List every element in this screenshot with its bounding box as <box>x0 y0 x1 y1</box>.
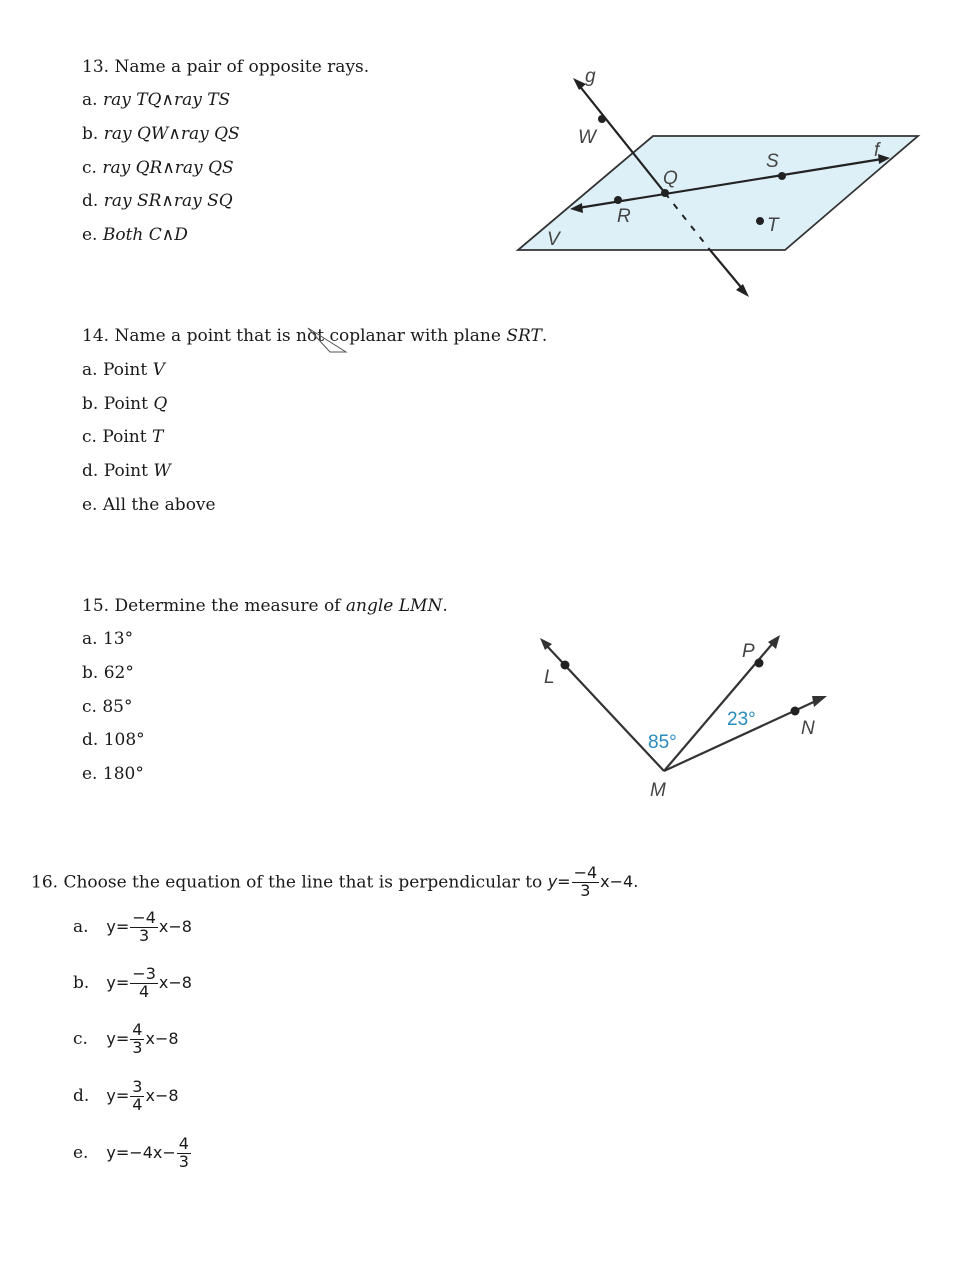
stem-angle-name: angle LMN <box>345 596 443 616</box>
q16-option-b <box>73 966 192 1001</box>
eq-denominator: 3 <box>580 880 591 900</box>
eq-fraction <box>130 910 158 945</box>
arrowhead-n <box>812 696 827 707</box>
option-letter: e. <box>73 1143 89 1164</box>
option-letter: c. <box>82 158 97 178</box>
eq-numerator: −4 <box>132 908 156 927</box>
given-equation <box>547 863 639 900</box>
line-g-lower <box>710 250 745 292</box>
eq-rhs: x−8 <box>158 972 192 992</box>
eq-fraction <box>130 1079 144 1114</box>
option-text: Both C∧D <box>102 225 188 245</box>
option-text: Point <box>102 360 153 380</box>
q13-stem: 13. Name a pair of opposite rays. <box>82 57 370 77</box>
label-n: N <box>801 718 815 739</box>
q16-stem <box>31 865 638 900</box>
q13-option-d <box>82 191 233 211</box>
eq-lhs: y= <box>106 916 130 936</box>
q15-option-b <box>82 663 134 683</box>
stem-prefix: 15. Determine the measure of <box>82 596 346 616</box>
option-equation <box>106 1134 192 1171</box>
eq-fraction <box>572 865 600 900</box>
point-p <box>755 659 764 668</box>
eq-denominator: 4 <box>138 981 150 1001</box>
option-text: All the above <box>102 495 216 515</box>
option-letter: a. <box>82 629 98 649</box>
eq-rhs: x−8 <box>145 1028 179 1048</box>
option-equation <box>106 964 192 1001</box>
option-text: 85° <box>102 697 133 717</box>
label-f: f <box>874 140 880 161</box>
cursor-pen-mark <box>306 325 350 355</box>
label-s: S <box>766 151 779 172</box>
option-letter: b. <box>82 394 99 414</box>
option-text: ray TQ∧ray TS <box>102 90 231 110</box>
stem-text: 16. Choose the equation of the line that is perpendicular to <box>31 872 543 893</box>
eq-numerator: 4 <box>132 1020 143 1039</box>
option-letter: a. <box>73 917 89 938</box>
option-text: ray QR∧ray QS <box>102 158 234 178</box>
option-letter: e. <box>82 225 98 245</box>
plane-srt <box>518 136 918 250</box>
q13-option-a <box>82 90 230 110</box>
stem-suffix: . <box>541 326 548 346</box>
eq-lhs: y= <box>106 1028 130 1048</box>
eq-denominator: 3 <box>132 1037 143 1057</box>
label-w: W <box>578 127 596 148</box>
option-text: 62° <box>103 663 134 683</box>
q14-option-e <box>82 495 216 515</box>
eq-numerator: 3 <box>132 1077 143 1096</box>
option-text: Point <box>102 427 152 447</box>
option-text: 108° <box>103 730 145 750</box>
point-n <box>791 707 800 716</box>
label-v: V <box>547 229 560 250</box>
q15-angle-figure <box>530 625 850 810</box>
option-text: 13° <box>102 629 134 649</box>
q14-option-b <box>82 394 167 414</box>
option-text: ray SR∧ray SQ <box>103 191 233 211</box>
option-letter: e. <box>82 495 98 515</box>
q15-option-e <box>82 764 144 784</box>
angle-pmn-measure: 23° <box>727 709 756 730</box>
q15-option-a <box>82 629 133 649</box>
eq-rhs: x−8 <box>158 916 192 936</box>
eq-lhs: y= <box>106 1085 130 1105</box>
point-s <box>778 172 786 180</box>
option-text: Point <box>103 461 154 481</box>
eq-denominator: 4 <box>132 1094 143 1114</box>
label-g: g <box>585 66 596 87</box>
eq-denominator: 3 <box>178 1151 189 1171</box>
option-letter: c. <box>82 427 97 447</box>
option-letter: c. <box>82 697 97 717</box>
label-p: P <box>742 641 755 662</box>
eq-lhs: y=−4x− <box>106 1142 176 1162</box>
point-t <box>756 217 764 225</box>
option-letter: a. <box>82 360 98 380</box>
option-text: Point <box>103 394 154 414</box>
option-letter: e. <box>82 764 98 784</box>
option-letter: b. <box>82 663 99 683</box>
q13-option-b <box>82 124 240 144</box>
point-r <box>614 196 622 204</box>
eq-fraction <box>130 966 158 1001</box>
q13-option-c <box>82 158 234 178</box>
stem-prefix: 14. Name a point that is not coplanar with plane <box>82 326 507 346</box>
q13-plane-figure <box>510 60 930 310</box>
option-var: W <box>153 461 171 481</box>
option-letter: d. <box>82 730 99 750</box>
eq-fraction <box>177 1136 191 1171</box>
label-l: L <box>544 667 555 688</box>
option-letter: d. <box>82 461 99 481</box>
option-letter: d. <box>82 191 99 211</box>
stem-plane-name: SRT <box>506 326 542 346</box>
stem-suffix: . <box>442 596 448 616</box>
option-equation <box>106 1020 179 1057</box>
q14-option-a <box>82 360 165 380</box>
eq-denominator: 3 <box>138 925 150 945</box>
eq-rhs: x−4. <box>600 871 639 891</box>
point-w <box>598 115 606 123</box>
option-letter: b. <box>82 124 99 144</box>
option-var: V <box>152 360 165 380</box>
q14-option-c <box>82 427 163 447</box>
point-l <box>561 661 570 670</box>
label-t: T <box>767 215 779 236</box>
q16-option-c <box>73 1022 179 1057</box>
label-r: R <box>617 206 631 227</box>
arrowhead-g-down <box>736 284 749 297</box>
angle-lmp-measure: 85° <box>648 732 677 753</box>
option-var: T <box>151 427 164 447</box>
option-letter: c. <box>73 1029 88 1050</box>
eq-numerator: −3 <box>132 964 156 983</box>
label-m: M <box>650 780 666 801</box>
eq-numerator: 4 <box>178 1134 189 1153</box>
q14-option-d <box>82 461 171 481</box>
q15-option-c <box>82 697 132 717</box>
eq-fraction <box>130 1022 144 1057</box>
option-equation <box>106 1077 179 1114</box>
point-q <box>661 189 669 197</box>
q16-option-e <box>73 1136 192 1171</box>
q16-option-a <box>73 910 192 945</box>
eq-lhs: y= <box>547 871 571 891</box>
option-letter: b. <box>73 973 90 994</box>
option-letter: d. <box>73 1086 90 1107</box>
q15-stem <box>82 596 448 616</box>
eq-numerator: −4 <box>573 863 598 882</box>
option-var: Q <box>153 394 168 414</box>
option-text: 180° <box>102 764 144 784</box>
q16-option-d <box>73 1079 179 1114</box>
option-letter: a. <box>82 90 98 110</box>
label-q: Q <box>663 168 678 189</box>
eq-rhs: x−8 <box>145 1085 179 1105</box>
option-equation <box>106 908 192 945</box>
option-text: ray QW∧ray QS <box>103 124 240 144</box>
q15-option-d <box>82 730 145 750</box>
q13-option-e <box>82 225 188 245</box>
eq-lhs: y= <box>106 972 130 992</box>
